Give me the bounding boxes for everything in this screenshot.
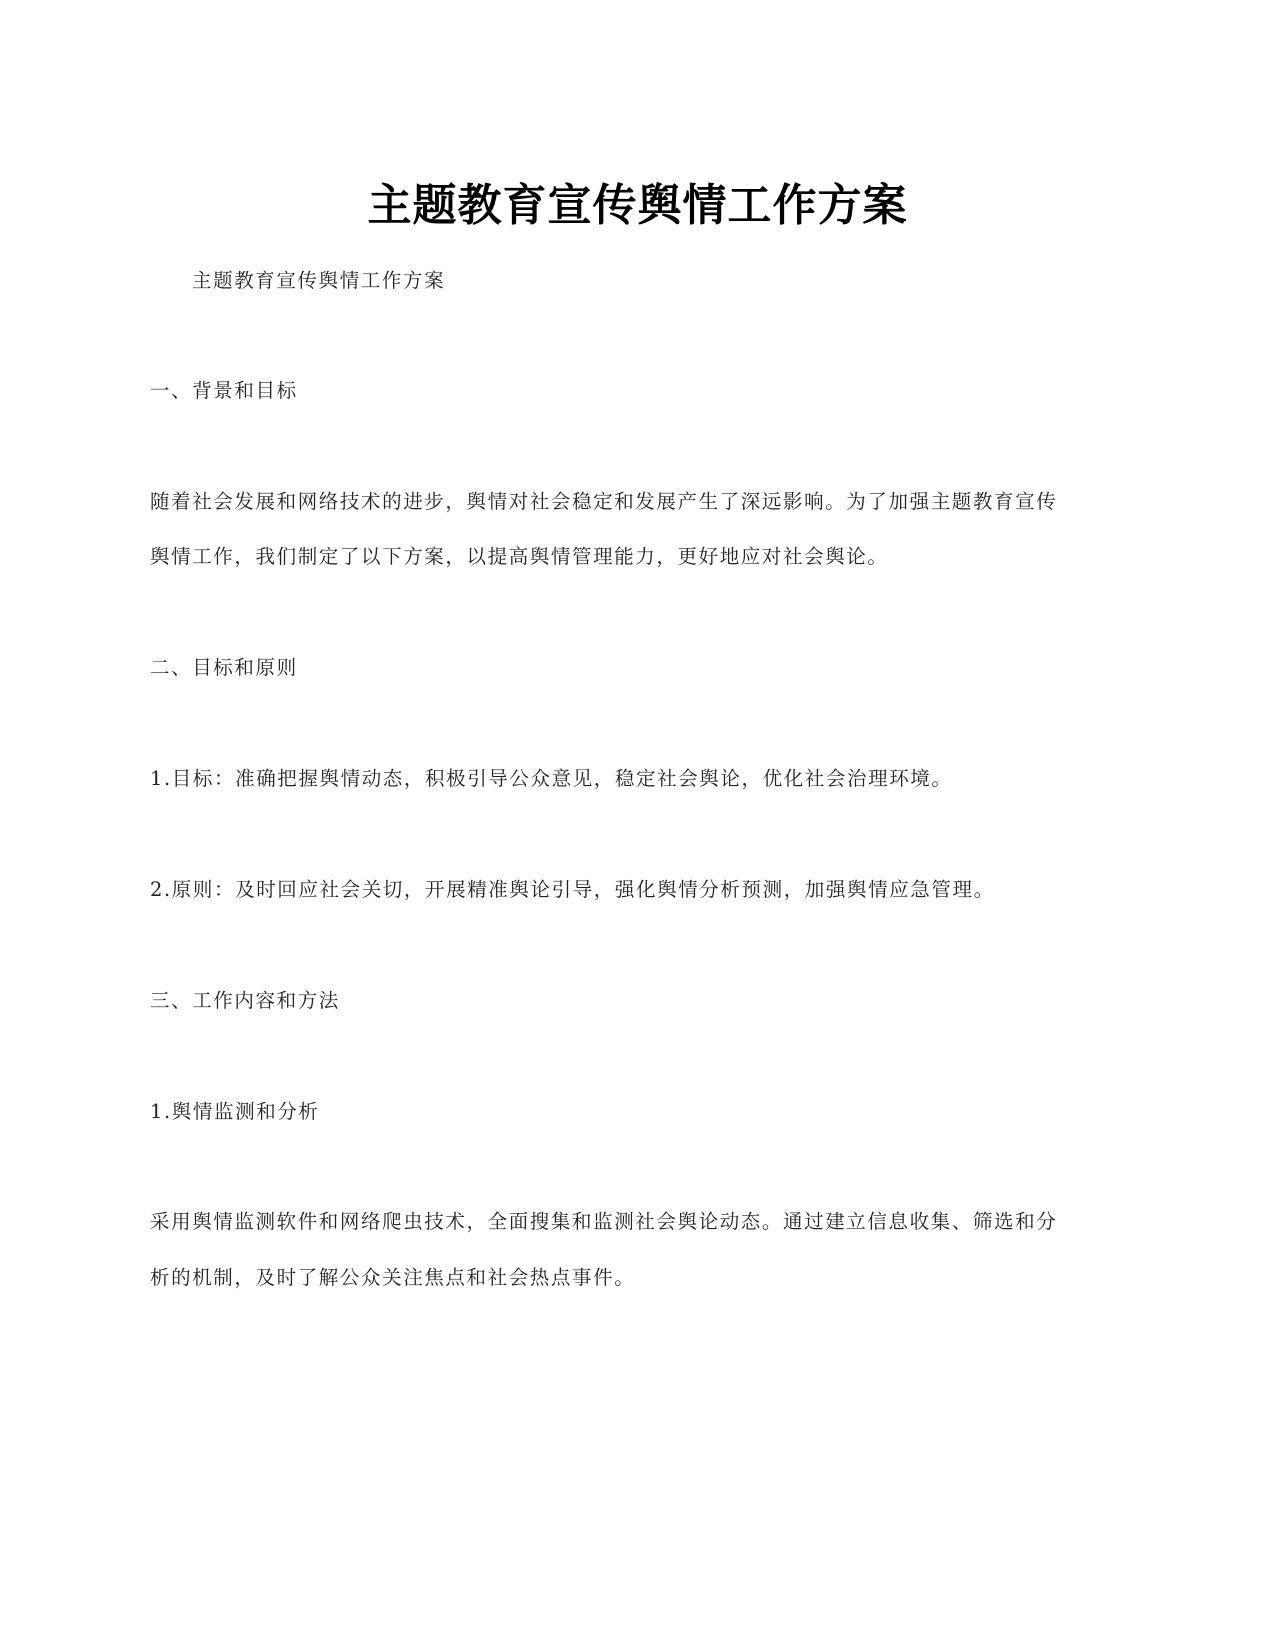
document-subtitle: 主题教育宣传舆情工作方案 (192, 269, 446, 292)
paragraph-monitoring-line-1: 采用舆情监测软件和网络爬虫技术，全面搜集和监测社会舆论动态。通过建立信息收集、筛选和分 (150, 1210, 1058, 1233)
list-item-principle: 2.原则：及时回应社会关切，开展精准舆论引导，强化舆情分析预测，加强舆情应急管理。 (150, 878, 995, 901)
subsection-heading-monitoring: 1.舆情监测和分析 (150, 1100, 320, 1123)
list-item-goal: 1.目标：准确把握舆情动态，积极引导公众意见，稳定社会舆论，优化社会治理环境。 (150, 767, 953, 790)
document-title: 主题教育宣传舆情工作方案 (367, 180, 908, 231)
section-heading-background: 一、背景和目标 (150, 379, 298, 402)
section-heading-goals: 二、目标和原则 (150, 656, 298, 679)
paragraph-monitoring-line-2: 析的机制，及时了解公众关注焦点和社会热点事件。 (150, 1266, 636, 1289)
paragraph-background-line-2: 舆情工作，我们制定了以下方案，以提高舆情管理能力，更好地应对社会舆论。 (150, 545, 889, 568)
section-heading-content-methods: 三、工作内容和方法 (150, 989, 340, 1012)
paragraph-background-line-1: 随着社会发展和网络技术的进步，舆情对社会稳定和发展产生了深远影响。为了加强主题教育宣传 (150, 490, 1058, 513)
